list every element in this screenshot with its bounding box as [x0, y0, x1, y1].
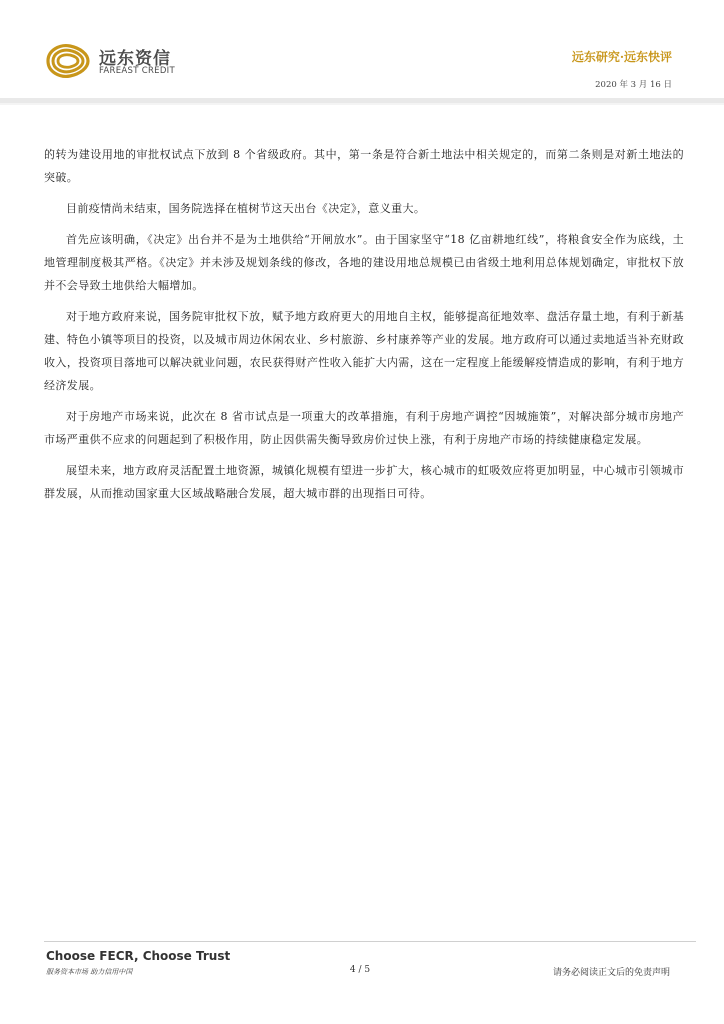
logo-mark-icon [44, 42, 92, 80]
report-date: 2020 年 3 月 16 日 [595, 80, 672, 90]
page-number: 4 / 5 [349, 965, 371, 975]
paragraph: 对于地方政府来说，国务院审批权下放，赋予地方政府更大的用地自主权，能够提高征地效率、盘活存量土地，有利于新基建、特色小镇等项目的投资，以及城市周边休闲农业、乡村旅游、乡村康养等产业的发展。地方政府可以通过卖地适当补充财政收入，投资项目落地可以解决就业问题，农民获得财产性收入能扩大内需，这在一定程度上能缓解疫情造成的影响，有利于地方经济发展。 [44, 310, 684, 392]
logo-chinese-name: 远东资信 [99, 49, 171, 69]
footer-motto: 服务资本市场 助力信用中国 [46, 968, 133, 976]
header-divider-shadow [0, 103, 724, 105]
article-body [44, 143, 684, 513]
report-series: 远东研究·远东快评 [571, 50, 672, 64]
footer-slogan: Choose FECR, Choose Trust [46, 949, 231, 963]
disclaimer-note: 请务必阅读正文后的免责声明 [552, 968, 670, 978]
paragraph: 对于房地产市场来说，此次在 8 省市试点是一项重大的改革措施，有利于房地产调控“因城施策”，对解决部分城市房地产市场严重供不应求的问题起到了积极作用，防止因供需失衡导致房价过快上涨，有利于房地产市场的持续健康稳定发展。 [44, 410, 684, 446]
paragraph: 目前疫情尚未结束，国务院选择在植树节这天出台《决定》，意义重大。 [66, 202, 426, 215]
logo-english-name: FAREAST CREDIT [99, 66, 175, 76]
paragraph: 的转为建设用地的审批权试点下放到 8 个省级政府。其中，第一条是符合新土地法中相关规定的，而第二条则是对新土地法的突破。 [44, 148, 684, 184]
paragraph: 首先应该明确，《决定》出台并不是为土地供给“开闸放水”。由于国家坚守“18 亿亩耕地红线”，将粮食安全作为底线，土地管理制度极其严格。《决定》并未涉及规划条线的修改，各地的建设用地总规模已由省级土地利用总体规划确定，审批权下放并不会导致土地供给大幅增加。 [44, 233, 684, 292]
paragraph: 展望未来，地方政府灵活配置土地资源，城镇化规模有望进一步扩大，核心城市的虹吸效应将更加明显，中心城市引领城市群发展，从而推动国家重大区域战略融合发展，超大城市群的出现指日可待。 [44, 464, 684, 500]
footer-divider [44, 941, 696, 942]
company-logo [44, 40, 184, 80]
